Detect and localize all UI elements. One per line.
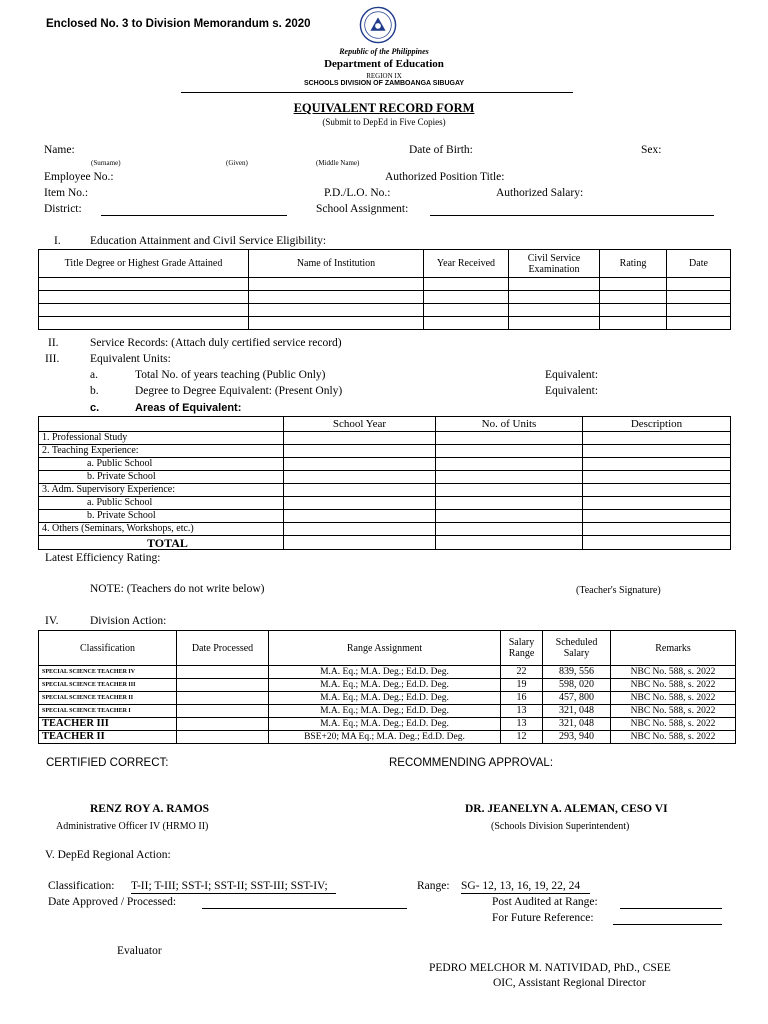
date-approved-label: Date Approved / Processed: <box>48 896 177 908</box>
salary-range-cell: 16 <box>501 692 543 705</box>
teacher-signature-caption: (Teacher's Signature) <box>576 585 661 596</box>
region-text: REGION IX <box>366 72 402 80</box>
dob-label: Date of Birth: <box>409 144 473 156</box>
edu-header-rating: Rating <box>600 250 667 278</box>
action-header-date: Date Processed <box>177 631 269 666</box>
salary-cell: 321, 048 <box>543 705 611 718</box>
area-total: TOTAL <box>39 536 284 550</box>
salary-cell: 293, 940 <box>543 731 611 744</box>
range-cell: M.A. Eq.; M.A. Deg.; Ed.D. Deg. <box>269 692 501 705</box>
edu-header-degree: Title Degree or Highest Grade Attained <box>39 250 249 278</box>
areas-header-blank <box>39 417 284 432</box>
classification-cell: SPECIAL SCIENCE TEACHER II <box>39 692 177 705</box>
salary-label: Authorized Salary: <box>496 187 584 199</box>
middle-caption: (Middle Name) <box>316 159 360 167</box>
range-cell: M.A. Eq.; M.A. Deg.; Ed.D. Deg. <box>269 718 501 731</box>
equivalent-areas-table <box>38 416 731 550</box>
certifier-title: Administrative Officer IV (HRMO II) <box>56 821 209 832</box>
remarks-cell: NBC No. 588, s. 2022 <box>611 692 736 705</box>
table-row <box>39 278 731 291</box>
salary-cell: 598, 020 <box>543 679 611 692</box>
action-header-salary-range: Salary Range <box>501 631 543 666</box>
classification-cell: SPECIAL SCIENCE TEACHER IV <box>39 666 177 679</box>
item-a-equivalent: Equivalent: <box>545 369 599 381</box>
section5-title: V. DepEd Regional Action: <box>45 849 171 861</box>
certified-correct-label: CERTIFIED CORRECT: <box>46 757 169 769</box>
item-b-equivalent: Equivalent: <box>545 385 599 397</box>
table-row <box>39 718 736 731</box>
salary-cell: 839, 556 <box>543 666 611 679</box>
date-cell[interactable] <box>177 666 269 679</box>
section1-title: Education Attainment and Civil Service Eligibility: <box>90 235 327 247</box>
area-teaching-public: a. Public School <box>39 458 284 471</box>
recommender-name: DR. JEANELYN A. ALEMAN, CESO VI <box>465 803 668 815</box>
certifier-name: RENZ ROY A. RAMOS <box>90 803 210 815</box>
remarks-cell: NBC No. 588, s. 2022 <box>611 679 736 692</box>
deped-seal-icon <box>359 6 397 44</box>
action-header-scheduled-salary: Scheduled Salary <box>543 631 611 666</box>
table-row <box>39 304 731 317</box>
post-audited-label: Post Audited at Range: <box>492 896 598 908</box>
date-cell[interactable] <box>177 731 269 744</box>
item-c-letter: c. <box>90 402 100 414</box>
remarks-cell: NBC No. 588, s. 2022 <box>611 705 736 718</box>
table-row <box>39 510 731 523</box>
action-header-remarks: Remarks <box>611 631 736 666</box>
future-reference-line <box>613 924 722 925</box>
salary-cell: 321, 048 <box>543 718 611 731</box>
classification-cell: SPECIAL SCIENCE TEACHER III <box>39 679 177 692</box>
position-label: Authorized Position Title: <box>385 171 505 183</box>
section2-number: II. <box>48 337 59 349</box>
edu-header-date: Date <box>667 250 731 278</box>
recommending-approval-label: RECOMMENDING APPROVAL: <box>389 757 554 769</box>
section2-text: Service Records: (Attach duly certified service record) <box>90 337 342 349</box>
range-label: Range: <box>417 880 450 892</box>
edu-header-year: Year Received <box>424 250 509 278</box>
future-reference-label: For Future Reference: <box>492 912 594 924</box>
table-row <box>39 692 736 705</box>
table-row <box>39 497 731 510</box>
director-title: OIC, Assistant Regional Director <box>493 977 646 989</box>
section3-number: III. <box>45 353 60 365</box>
table-row <box>39 291 731 304</box>
pdlo-label: P.D./L.O. No.: <box>324 187 391 199</box>
item-b-text: Degree to Degree Equivalent: (Present Only) <box>135 385 343 397</box>
table-row <box>39 523 731 536</box>
areas-header-description: Description <box>583 417 731 432</box>
item-b-letter: b. <box>90 385 99 397</box>
remarks-cell: NBC No. 588, s. 2022 <box>611 718 736 731</box>
table-row <box>39 731 736 744</box>
range-value: SG- 12, 13, 16, 19, 22, 24 <box>461 880 590 894</box>
table-row <box>39 445 731 458</box>
form-subtitle: (Submit to DepEd in Five Copies) <box>322 117 446 127</box>
table-row <box>39 705 736 718</box>
table-row <box>39 679 736 692</box>
district-line <box>101 215 287 216</box>
classification-cell: TEACHER III <box>39 718 177 731</box>
salary-range-cell: 13 <box>501 705 543 718</box>
salary-range-cell: 22 <box>501 666 543 679</box>
section3-title: Equivalent Units: <box>90 353 171 365</box>
areas-header-school-year: School Year <box>284 417 436 432</box>
department-text: Department of Education <box>324 58 444 70</box>
area-others: 4. Others (Seminars, Workshops, etc.) <box>39 523 284 536</box>
area-supervisory-public: a. Public School <box>39 497 284 510</box>
edu-header-institution: Name of Institution <box>249 250 424 278</box>
classification-value: T-II; T-III; SST-I; SST-II; SST-III; SST-IV; <box>131 880 336 894</box>
note-text: NOTE: (Teachers do not write below) <box>90 583 265 595</box>
action-header-range: Range Assignment <box>269 631 501 666</box>
classification-cell: TEACHER II <box>39 731 177 744</box>
director-name: PEDRO MELCHOR M. NATIVIDAD, PhD., CSEE <box>429 962 671 974</box>
salary-range-cell: 12 <box>501 731 543 744</box>
given-caption: (Given) <box>226 159 248 167</box>
efficiency-label: Latest Efficiency Rating: <box>45 552 161 564</box>
range-cell: BSE+20; MA Eq.; M.A. Deg.; Ed.D. Deg. <box>269 731 501 744</box>
date-cell[interactable] <box>177 679 269 692</box>
table-row <box>39 471 731 484</box>
item-c-text: Areas of Equivalent: <box>135 402 242 414</box>
date-approved-line <box>202 908 407 909</box>
table-row <box>39 484 731 497</box>
area-supervisory-private: b. Private School <box>39 510 284 523</box>
surname-caption: (Surname) <box>91 159 121 167</box>
salary-cell: 457, 800 <box>543 692 611 705</box>
remarks-cell: NBC No. 588, s. 2022 <box>611 666 736 679</box>
areas-header-units: No. of Units <box>436 417 583 432</box>
date-cell[interactable] <box>177 692 269 705</box>
section4-title: Division Action: <box>90 615 167 627</box>
action-header-classification: Classification <box>39 631 177 666</box>
school-line <box>430 215 714 216</box>
edu-header-exam: Civil Service Examination <box>509 250 600 278</box>
area-teaching-experience: 2. Teaching Experience: <box>39 445 284 458</box>
school-label: School Assignment: <box>316 203 409 215</box>
evaluator-label: Evaluator <box>117 945 162 957</box>
salary-range-cell: 19 <box>501 679 543 692</box>
remarks-cell: NBC No. 588, s. 2022 <box>611 731 736 744</box>
salary-range-cell: 13 <box>501 718 543 731</box>
name-label: Name: <box>44 144 75 156</box>
table-row <box>39 432 731 445</box>
item-a-letter: a. <box>90 369 98 381</box>
area-teaching-private: b. Private School <box>39 471 284 484</box>
table-row <box>39 666 736 679</box>
range-cell: M.A. Eq.; M.A. Deg.; Ed.D. Deg. <box>269 679 501 692</box>
recommender-title: (Schools Division Superintendent) <box>491 821 630 832</box>
form-title: EQUIVALENT RECORD FORM <box>293 101 475 115</box>
date-cell[interactable] <box>177 718 269 731</box>
item-a-text: Total No. of years teaching (Public Only) <box>135 369 326 381</box>
division-action-table <box>38 630 736 744</box>
header-rule <box>181 92 573 93</box>
section4-number: IV. <box>45 615 59 627</box>
range-cell: M.A. Eq.; M.A. Deg.; Ed.D. Deg. <box>269 705 501 718</box>
employee-no-label: Employee No.: <box>44 171 114 183</box>
sex-label: Sex: <box>641 144 662 156</box>
date-cell[interactable] <box>177 705 269 718</box>
classification-cell: SPECIAL SCIENCE TEACHER I <box>39 705 177 718</box>
range-cell: M.A. Eq.; M.A. Deg.; Ed.D. Deg. <box>269 666 501 679</box>
area-supervisory-experience: 3. Adm. Supervisory Experience: <box>39 484 284 497</box>
area-professional-study: 1. Professional Study <box>39 432 284 445</box>
classification-label: Classification: <box>48 880 115 892</box>
enclosure-note: Enclosed No. 3 to Division Memorandum s. 2020 <box>46 18 311 30</box>
section1-number: I. <box>54 235 61 247</box>
district-label: District: <box>44 203 82 215</box>
division-text: SCHOOLS DIVISION OF ZAMBOANGA SIBUGAY <box>303 80 465 87</box>
table-row <box>39 317 731 330</box>
education-table <box>38 249 731 330</box>
item-no-label: Item No.: <box>44 187 89 199</box>
republic-text: Republic of the Philippines <box>339 47 429 56</box>
post-audited-line <box>620 908 722 909</box>
table-row <box>39 536 731 550</box>
table-row <box>39 458 731 471</box>
